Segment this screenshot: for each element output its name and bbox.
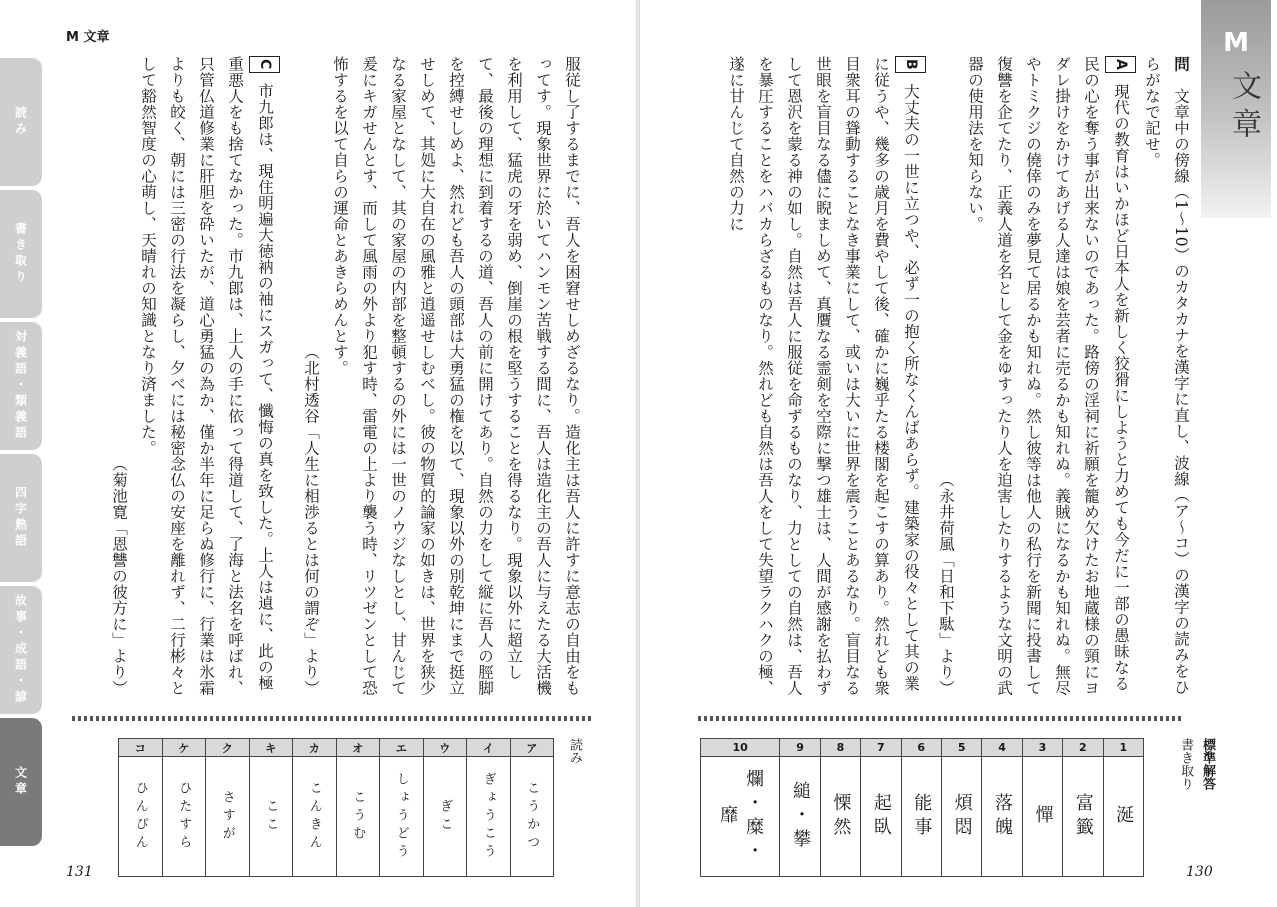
passage-b-continued-text: 服従し了するまでに、吾人を困窘せしめざるなり。造化主は吾人に許すに意志の自由をもってす。現象世界に於いてハンモン苦戦する間に、吾人は造化主の吾人に与えたる大活機を利用して、猛虎の牙を弱め、倒崖の根を堅うすることを得るなり。現象以外に超立して、最後の理想に到着するの道、吾人の前に開けてあり。自然の力をして縦に吾人の脛脚を控縛せしめよ、然れども吾人の頭部は大勇猛の権を以て、現象以外の別乾坤にまで挺立せしめて、其処に大自在の風雅と逍遥せしむべし。彼の物質的論家の如きは、世界を狭少なる家屋となして、其の家屋の内部を整頓するの外には一世のノウジなしとし、甘んじて爰にキガせんとす、而して風雨の外より犯す時、雷電の上より襲う時、リツゼンとして恐怖するを以て自らの運命とあきらめんとす。 <box>331 56 581 696</box>
writing-answers-table <box>700 738 1144 877</box>
passage-text: 市九郎は、現住明遍大徳衲の袖にスガって、懺悔の真を致した。上人は遉に、此の極重悪人をも捨てなかった。市九郎は、上人の手に依って得道して、了海と法名を呼ばれ、只管仏道修業に肝胆を砕いたが、道心勇猛の為か、僅か半年に足らぬ修行に、行業は氷霜よりも皎く、朝には三密の行法を凝らし、夕べには秘密念仏の安座を離れず、二行彬々として豁然智度の心萌し、天晴れの知識となり済ました。 <box>139 56 274 696</box>
table-cell: ひたすら <box>162 757 206 877</box>
passage-b <box>690 56 926 696</box>
table-cell: ここ <box>249 757 293 877</box>
table-header: ア <box>510 739 554 757</box>
table-header: ウ <box>423 739 467 757</box>
writing-answers-label: 書き取り <box>1178 738 1193 790</box>
passage-a <box>930 56 1136 696</box>
table-cell: こうむ <box>336 757 380 877</box>
table-cell: 縋・攀 <box>780 757 820 877</box>
table-header: カ <box>293 739 337 757</box>
passage-text: 大丈夫の一世に立つや、必ず一の抱く所なくんばあらず。建築家の役々として其の業に従うや、幾多の歳月を費やして後、確かに巍乎たる楼閣を起こすの算あり。然れども衆目衆耳の聳動することなき事業にして、或いは大いに世界を震うことあるなり。盲目なる世眼を盲目なる儘に睨ましめて、真贋なる霊剣を空際に撃つ雄士は、人間が感謝を払わずして恩沢を蒙る神の如し。自然は吾人に服従を命ずるものなり、力としての自然は、吾人を暴圧することをハバカらざるものなり。然れども自然は吾人をして失望ラクハクの極、遂に甘んじて自然の力に <box>727 56 920 696</box>
passage-source: （永井荷風「日和下駄」より） <box>937 472 955 696</box>
question-instruction <box>1140 56 1195 696</box>
table-cell: ぎこ <box>423 757 467 877</box>
tab-reading[interactable]: 読み <box>0 58 42 186</box>
table-cell: 煩悶 <box>941 757 981 877</box>
table-header: コ <box>119 739 163 757</box>
page-number: 130 <box>1186 864 1213 880</box>
table-row <box>701 757 1144 877</box>
table-row <box>119 757 554 877</box>
table-header: 4 <box>982 739 1022 757</box>
passage-label: B <box>895 56 926 73</box>
question-label: 問 <box>1172 56 1190 72</box>
divider <box>72 716 592 721</box>
passage-label: C <box>249 56 280 73</box>
reading-answers-table <box>118 738 554 877</box>
tab-antonyms-synonyms[interactable]: 対義語・類義語 <box>0 322 42 450</box>
table-header: ク <box>206 739 250 757</box>
tab-proverbs[interactable]: 故事・成語・諺 <box>0 586 42 714</box>
table-cell: 涎 <box>1103 757 1143 877</box>
passage-source: （北村透谷「人生に相渉るとは何の謂ぞ」より） <box>302 344 320 696</box>
passage-source: （菊池寛「恩讐の彼方に」より） <box>110 456 128 696</box>
table-cell: しょうどう <box>380 757 424 877</box>
table-header: 1 <box>1103 739 1143 757</box>
table-cell: 起臥 <box>861 757 901 877</box>
table-header: 5 <box>941 739 981 757</box>
table-cell: ひんぴん <box>119 757 163 877</box>
running-head: M 文章 <box>66 30 110 45</box>
table-cell: こうかつ <box>510 757 554 877</box>
tab-writing[interactable]: 書き取り <box>0 190 42 318</box>
table-header: 9 <box>780 739 820 757</box>
passage-left-main <box>290 56 586 696</box>
table-cell: 慄然 <box>820 757 860 877</box>
table-cell: こんきん <box>293 757 337 877</box>
passage-text: 現代の教育はいかほど日本人を新しく狡猾にしようと力めても今だに一部の愚昧なる民の心を奪う事が出来ないのであった。路傍の淫祠に祈願を籠め欠けたお地蔵様の頸にヨダレ掛けをかけてあげる人達は娘を芸者に売るかも知れぬ。義賊になるかも知れぬ。無尽やトミクジの僥倖のみを夢見て居るかも知れぬ。然し彼等は他人の私行を新聞に投書して復讐を企てたり、正義人道を名として金をゆすったり人を迫害したりするような文明の武器の使用法を知らない。 <box>966 56 1130 696</box>
table-header-row <box>119 739 554 757</box>
table-header: イ <box>467 739 511 757</box>
chapter-title: 文章 <box>1226 70 1261 146</box>
table-header: エ <box>380 739 424 757</box>
chapter-band <box>1201 0 1271 218</box>
table-cell: 富籤 <box>1063 757 1103 877</box>
table-header: 2 <box>1063 739 1103 757</box>
table-header-row <box>701 739 1144 757</box>
tab-four-character-idioms[interactable]: 四字熟語 <box>0 454 42 582</box>
table-cell: 能事 <box>901 757 941 877</box>
table-header: ケ <box>162 739 206 757</box>
table-header: キ <box>249 739 293 757</box>
passage-c <box>75 56 280 696</box>
page-number: 131 <box>66 864 93 880</box>
table-header: 7 <box>861 739 901 757</box>
question-text: 文章中の傍線（1〜10）のカタカナを漢字に直し、波線（ア〜コ）の漢字の読みをひらがなで記せ。 <box>1143 56 1190 696</box>
passage-label: A <box>1105 56 1136 73</box>
table-header: 3 <box>1022 739 1062 757</box>
chapter-letter: M <box>1223 28 1249 58</box>
standard-answers-label: 標準解答 <box>1200 738 1215 790</box>
right-page <box>640 0 1277 907</box>
table-cell: ぎょうこう <box>467 757 511 877</box>
table-cell: 爛・糜・靡 <box>701 757 780 877</box>
table-cell: 憚 <box>1022 757 1062 877</box>
table-cell: さすが <box>206 757 250 877</box>
left-page <box>0 0 638 907</box>
table-header: 8 <box>820 739 860 757</box>
table-header: 6 <box>901 739 941 757</box>
table-header: 10 <box>701 739 780 757</box>
reading-answers-label: 読み <box>567 738 582 764</box>
tab-sentences[interactable]: 文章 <box>0 718 42 846</box>
divider <box>698 716 1184 721</box>
table-header: オ <box>336 739 380 757</box>
table-cell: 落魄 <box>982 757 1022 877</box>
